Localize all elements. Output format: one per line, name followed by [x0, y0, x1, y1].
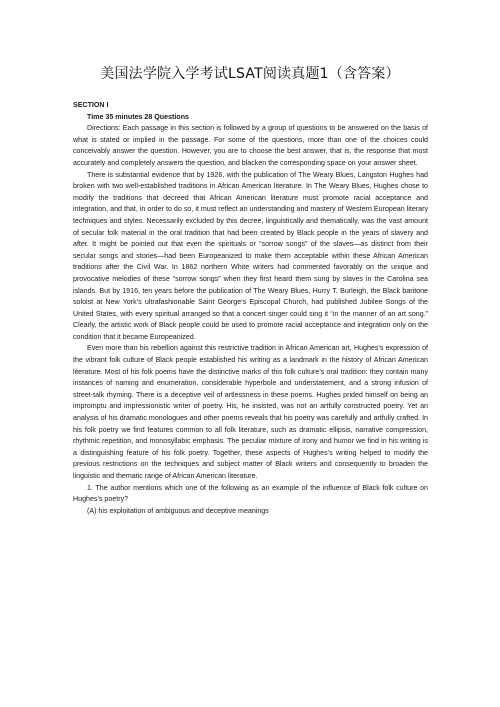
document-body	[73, 100, 428, 517]
section-heading: SECTION I	[73, 101, 109, 109]
document-title: 美国法学院入学考试LSAT阅读真题1（含答案）	[100, 66, 400, 82]
passage-paragraph-1: There is substantial evidence that by 1926, with the publication of The Weary Blues, Langston Hughes had broken with two well-established traditions in African American literature. In The Weary Blues, Hughes chose to modify the traditions that decreed that African American literature must promote racial acceptance and integration, and that, in order to do so, it must reflect an understanding and mastery of Western European literary techniques and styles. Necessarily excluded by this decree, linguistically and thematically, was the vast amount of secular folk material in the oral tradition that had been created by Black people in the years of slavery and after. It might be pointed out that even the spirituals or “sorrow songs” of the slaves—as distinct from their secular songs and stories—had been Europeanized to make them acceptable within these African American traditions after the Civil War. In 1862 northern White writers had commented favorably on the unique and provocative melodies of these “sorrow songs” when they first heard them sung by slaves in the Carolina sea islands. But by 1916, ten years before the publication of The Weary Blues, Hurry T. Burleigh, the Black baritone soloist at New York’s ultrafashionable Saint George’s Episcopal Church, had published Jubilee Songs of the United States, with every spiritual arranged so that a concert singer could sing it “in the manner of an art song.” Clearly, the artistic work of Black people could be used to promote racial acceptance and integration only on the condition that it became Europeanized.	[73, 170, 428, 341]
question-1-option-a: (A) his exploitation of ambiguous and deceptive meanings	[87, 506, 269, 515]
directions-paragraph: Directions: Each passage in this section is followed by a group of questions to be answered on the basis of what is stated or implied in the passage. For some of the questions, more than one of the choices could conceivably answer the question. However, you are to choose the best answer, that is, the response that most accurately and completely answers the question, and blacken the corresponding space on your answer sheet.	[73, 124, 428, 167]
passage-paragraph-2: Even more than his rebellion against this restrictive tradition in African American art, Hughes’s expression of the vibrant folk culture of Black people established his writing as a landmark in the history of African American literature. Most of his folk poems have the distinctive marks of this folk culture’s oral tradition: they contain many instances of naming and enumeration, considerable hyperbole and understatement, and a strong infusion of street-talk rhyming. There is a deceptive veil of artlessness in these poems. Hughes prided himself on being an impromptu and impressionistic writer of poetry. His, he insisted, was not an artfully constructed poetry. Yet an analysis of his dramatic monologues and other poems reveals that his poetry was carefully and artfully crafted. In his folk poetry we find features common to all folk literature, such as dramatic ellipsis, narrative compression, rhythmic repetition, and monosyllabic emphasis. The peculiar mixture of irony and humor we find in his writing is a distinguishing feature of his folk poetry. Together, these aspects of Hughes’s writing helped to modify the previous restrictions on the techniques and subject matter of Black writers and consequently to broaden the linguistic and thematic range of African American literature.	[73, 344, 428, 480]
time-line: Time 35 minutes 28 Questions	[87, 112, 189, 121]
question-1: 1. The author mentions which one of the following as an example of the influence of Black folk culture on Hughes’s poetry?	[73, 483, 428, 504]
